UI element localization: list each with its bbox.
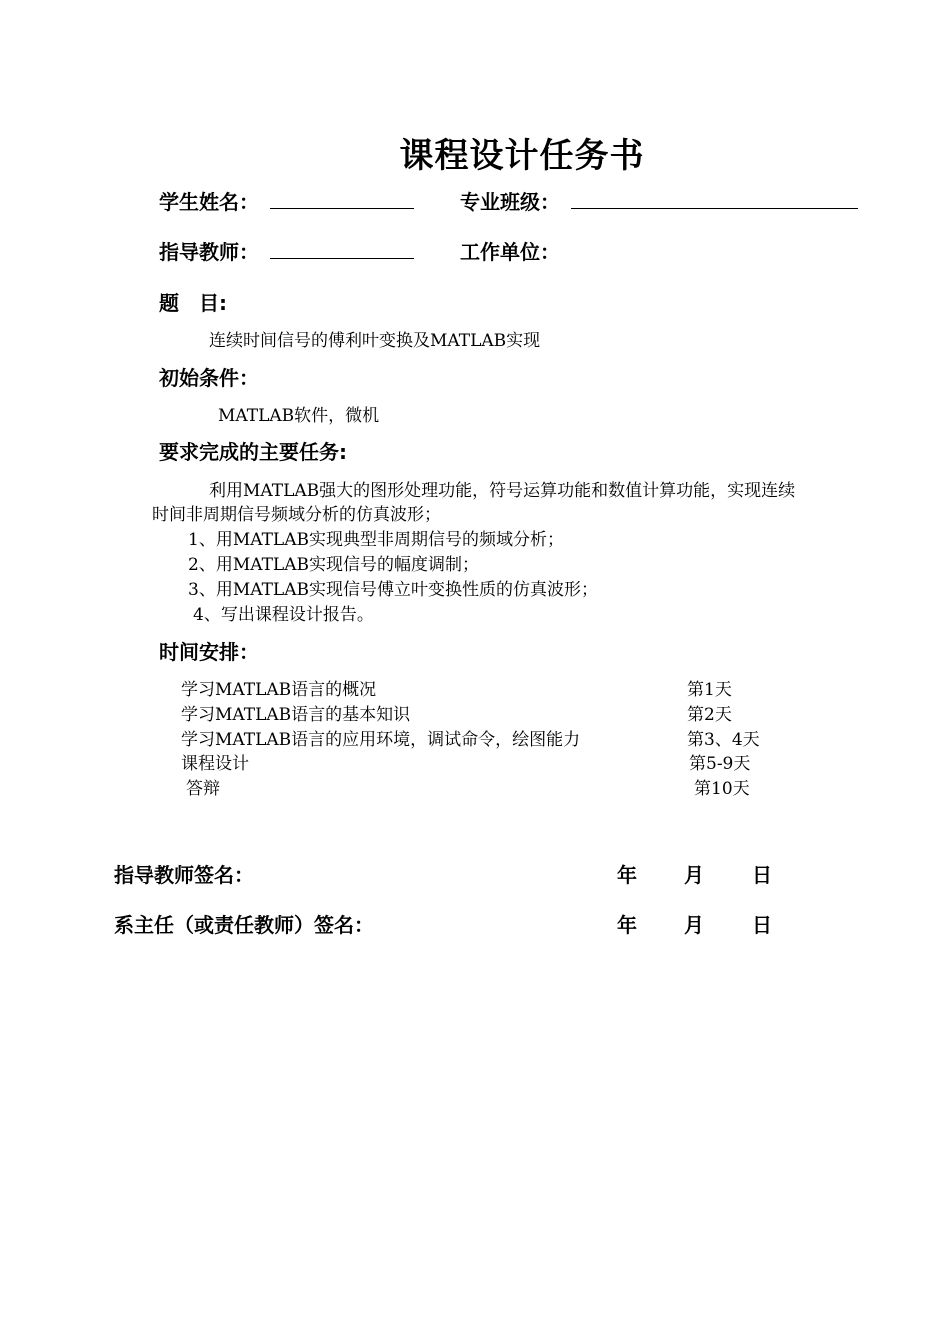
- student-name-blank: [270, 208, 414, 209]
- task-item: 4、写出课程设计报告。: [193, 605, 374, 625]
- initial-conditions-text: MATLAB软件，微机: [218, 406, 380, 426]
- task-item: 1、用MATLAB实现典型非周期信号的频域分析；: [188, 530, 564, 550]
- advisor-label: 指导教师：: [159, 240, 259, 264]
- schedule-task: 学习MATLAB语言的应用环境，调试命令，绘图能力: [181, 730, 581, 750]
- day-label: 日: [752, 913, 772, 937]
- tasks-intro-line1: 利用MATLAB强大的图形处理功能，符号运算功能和数值计算功能，实现连续: [209, 481, 796, 501]
- tasks-intro-line2: 时间非周期信号频域分析的仿真波形；: [152, 505, 441, 525]
- year-label: 年: [617, 863, 637, 887]
- schedule-days: 第1天: [687, 680, 732, 700]
- main-tasks-label: 要求完成的主要任务:: [159, 440, 347, 464]
- student-name-label: 学生姓名：: [159, 190, 259, 214]
- schedule-days: 第2天: [687, 705, 732, 725]
- schedule-label: 时间安排：: [159, 640, 259, 664]
- day-label: 日: [752, 863, 772, 887]
- work-unit-label: 工作单位：: [460, 240, 560, 264]
- schedule-task: 答辩: [186, 779, 220, 799]
- topic-label: 题 目:: [159, 291, 227, 315]
- schedule-task: 课程设计: [181, 754, 249, 774]
- month-label: 月: [684, 863, 704, 887]
- major-class-label: 专业班级：: [460, 190, 560, 214]
- topic-text: 连续时间信号的傅利叶变换及MATLAB实现: [209, 331, 541, 351]
- advisor-signature-label: 指导教师签名：: [114, 863, 254, 887]
- major-class-blank: [571, 208, 858, 209]
- advisor-blank: [270, 258, 414, 259]
- task-item: 3、用MATLAB实现信号傅立叶变换性质的仿真波形；: [188, 580, 598, 600]
- page-title: 课程设计任务书: [399, 136, 645, 176]
- year-label: 年: [617, 913, 637, 937]
- schedule-days: 第3、4天: [687, 730, 760, 750]
- schedule-task: 学习MATLAB语言的基本知识: [181, 705, 411, 725]
- initial-conditions-label: 初始条件：: [159, 366, 259, 390]
- month-label: 月: [684, 913, 704, 937]
- schedule-days: 第5-9天: [689, 754, 751, 774]
- dept-head-signature-label: 系主任（或责任教师）签名：: [114, 913, 374, 937]
- schedule-days: 第10天: [694, 779, 750, 799]
- schedule-task: 学习MATLAB语言的概况: [181, 680, 377, 700]
- task-item: 2、用MATLAB实现信号的幅度调制；: [188, 555, 479, 575]
